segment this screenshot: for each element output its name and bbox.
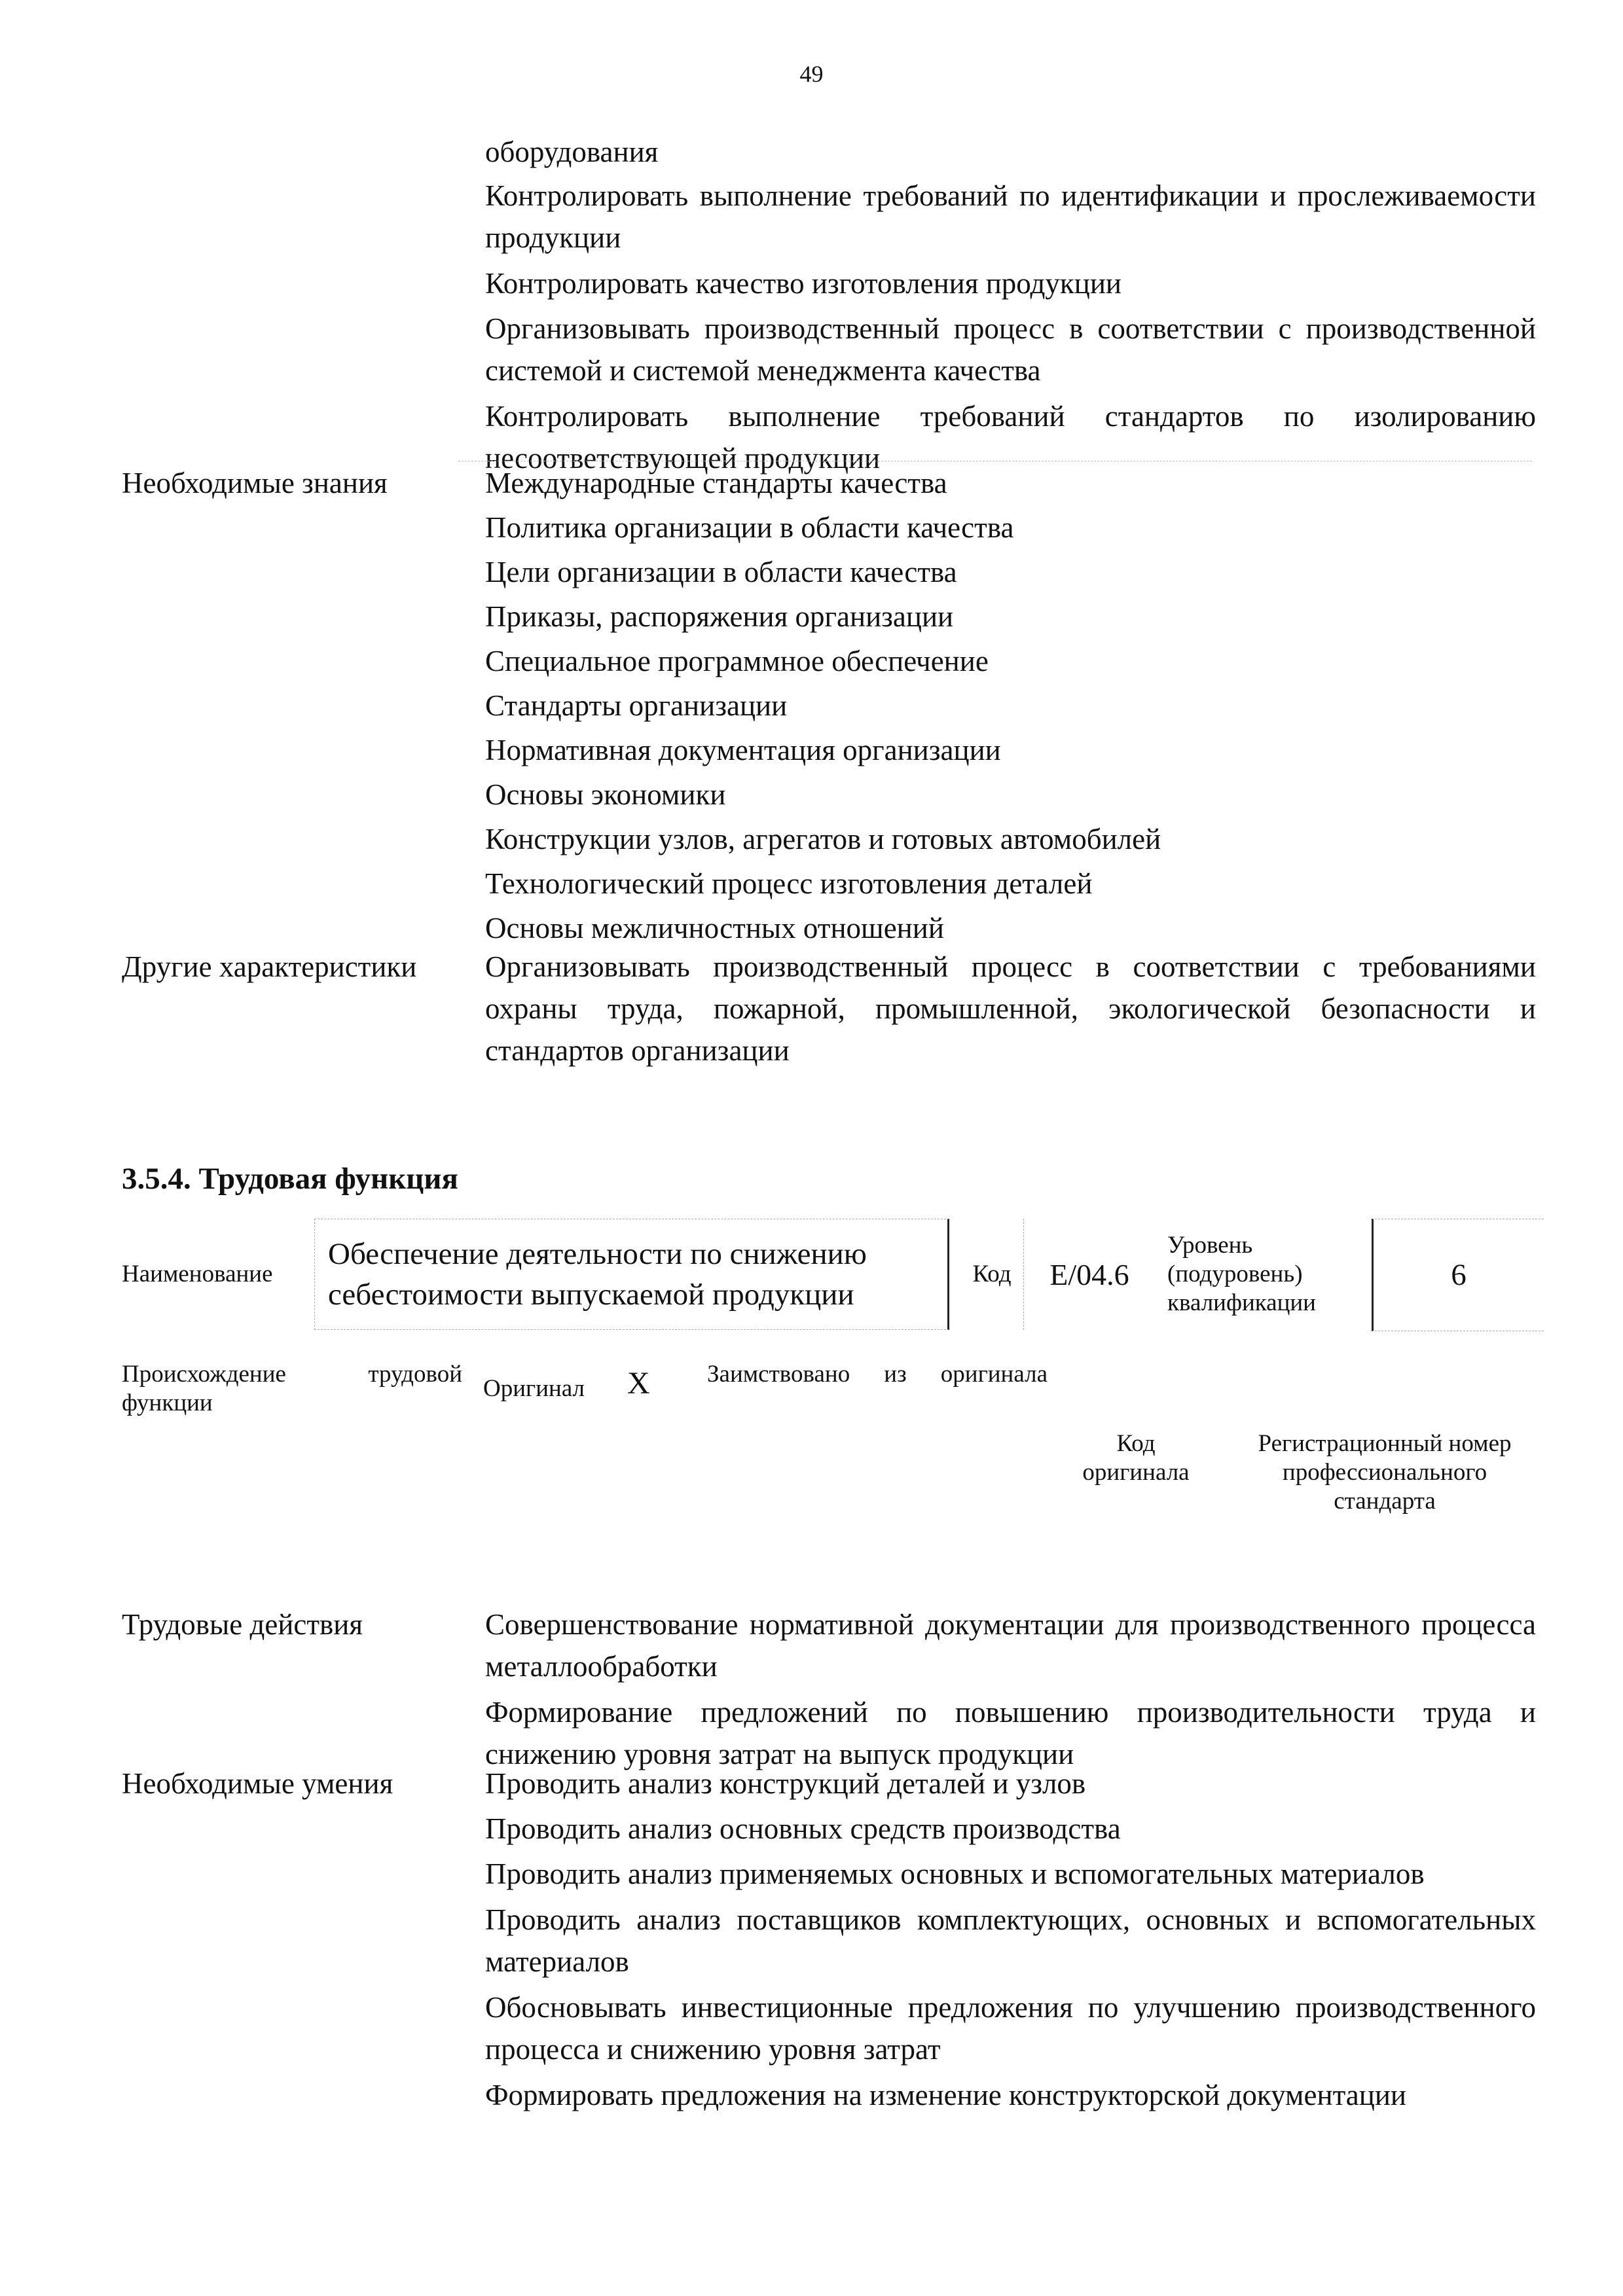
list-item: Контролировать качество изготовления продукции xyxy=(485,267,1122,300)
list-item: Проводить анализ конструкций деталей и узлов xyxy=(485,1767,1086,1800)
name-label: Наименование xyxy=(122,1261,273,1287)
list-item: Контролировать выполнение требований по идентификации и прослеживаемости продукции xyxy=(485,179,1536,254)
list-item: Контролировать выполнение требований стандартов по изолированию несоответствующей продукции xyxy=(485,400,1536,475)
code-value-cell xyxy=(1023,1219,1155,1330)
borrowed-label-text: Заимствовано из оригинала xyxy=(707,1361,1048,1388)
function-name-cell xyxy=(314,1219,949,1330)
level-label-text: Уровень (подуровень) квалификации xyxy=(1167,1232,1316,1316)
labor-actions-row-inner xyxy=(122,1604,1536,1779)
required-skills-row-inner xyxy=(122,1763,1536,2119)
labor-actions-label: Трудовые действия xyxy=(122,1608,363,1641)
list-item: Формирование предложений по повышению производительности труда и снижению уровня затрат на выпуск продукции xyxy=(485,1696,1536,1770)
other-characteristics-label: Другие характеристики xyxy=(122,950,417,983)
level-label xyxy=(1167,1219,1364,1330)
list-item: Организовывать производственный процесс в соответствии с требованиями охраны труда, пожарной, промышленной, экологической безопасности и стандартов организации xyxy=(485,950,1536,1067)
skills-continuation xyxy=(122,131,1536,483)
level-value-cell xyxy=(1372,1219,1544,1331)
list-item: Цели организации в области качества xyxy=(485,556,957,588)
code-label: Код xyxy=(972,1261,1012,1287)
list-item: Основы экономики xyxy=(485,778,726,811)
knowledge-row xyxy=(122,462,1536,949)
borrowed-label xyxy=(707,1360,1048,1389)
code-original-label: Код оригинала xyxy=(1082,1430,1190,1486)
required-skills-row xyxy=(122,1763,1536,2119)
list-item: Специальное программное обеспечение xyxy=(485,645,989,677)
list-item: Совершенствование нормативной документации для производственного процесса металлообработки xyxy=(485,1608,1536,1683)
list-item: Обосновывать инвестиционные предложения по улучшению производственного процесса и снижению уровня затрат xyxy=(485,1991,1536,2066)
original-mark: X xyxy=(627,1366,650,1401)
list-item: оборудования xyxy=(485,135,659,168)
reg-number-label: Регистрационный номер профессионального стандарта xyxy=(1258,1430,1512,1515)
list-item: Проводить анализ применяемых основных и вспомогательных материалов xyxy=(485,1857,1425,1890)
origin-label: Происхождение трудовой функции xyxy=(122,1361,462,1416)
original-label: Оригинал xyxy=(483,1375,585,1402)
page-number: 49 xyxy=(799,61,824,87)
list-item: Приказы, распоряжения организации xyxy=(485,600,954,633)
list-item: Международные стандарты качества xyxy=(485,467,947,499)
skills-continuation-row xyxy=(122,131,1536,483)
other-characteristics-row-inner xyxy=(122,946,1536,1075)
labor-actions-items xyxy=(485,1604,1536,1779)
other-characteristics-row xyxy=(122,946,1536,1075)
list-item: Проводить анализ основных средств производства xyxy=(485,1812,1121,1845)
list-item: Конструкции узлов, агрегатов и готовых автомобилей xyxy=(485,823,1161,855)
list-item: Технологический процесс изготовления деталей xyxy=(485,867,1093,900)
list-item: Нормативная документация организации xyxy=(485,734,1001,766)
skills-continuation-items xyxy=(485,131,1536,483)
knowledge-row-inner xyxy=(122,462,1536,949)
list-item: Основы межличностных отношений xyxy=(485,912,944,944)
list-item: Формировать предложения на изменение конструкторской документации xyxy=(485,2079,1406,2111)
list-item: Проводить анализ поставщиков комплектующих, основных и вспомогательных материалов xyxy=(485,1903,1536,1978)
code-value: E/04.6 xyxy=(1049,1257,1129,1291)
section-heading: 3.5.4. Трудовая функция xyxy=(122,1162,458,1196)
required-skills-items xyxy=(485,1763,1536,2119)
level-value: 6 xyxy=(1451,1258,1467,1292)
list-item: Политика организации в области качества xyxy=(485,511,1014,544)
knowledge-label: Необходимые знания xyxy=(122,467,388,499)
other-characteristics-items xyxy=(485,946,1536,1075)
knowledge-items xyxy=(485,462,1536,949)
list-item: Стандарты организации xyxy=(485,689,788,722)
function-name-value: Обеспечение деятельности по снижению себестоимости выпускаемой продукции xyxy=(328,1237,867,1312)
list-item: Организовывать производственный процесс в соответствии с производственной системой и системой менеджмента качества xyxy=(485,312,1536,387)
labor-actions-row xyxy=(122,1604,1536,1779)
required-skills-label: Необходимые умения xyxy=(122,1767,393,1800)
